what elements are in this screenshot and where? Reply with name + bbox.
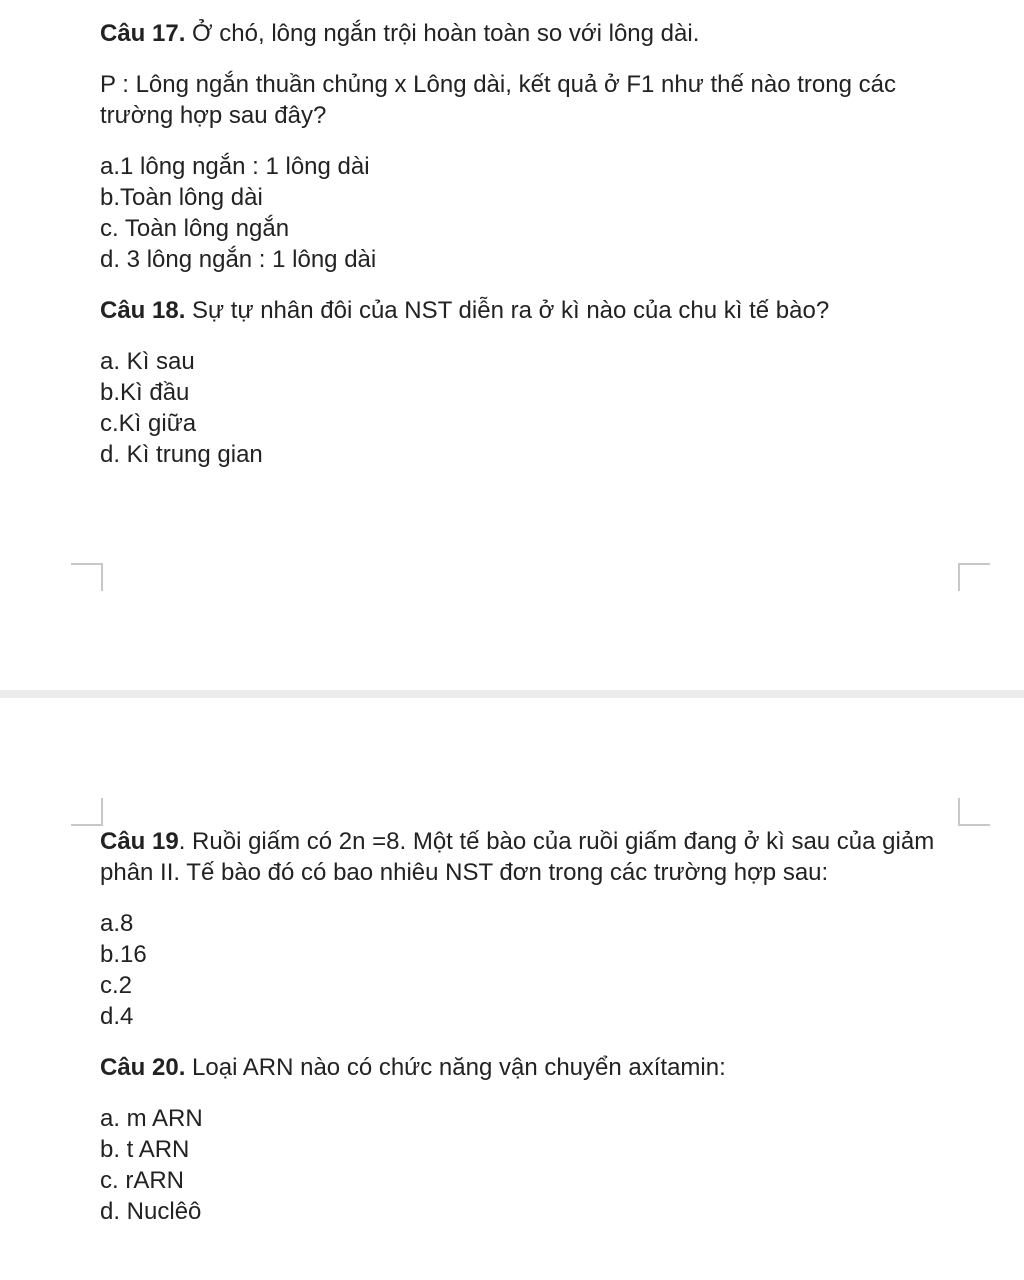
question-19-option-b: b.16: [100, 941, 147, 968]
page-1-bottom-right-margin-mark: [958, 563, 990, 591]
question-20-option-b: b. t ARN: [100, 1136, 190, 1163]
question-18-text: Sự tự nhân đôi của NST diễn ra ở kì nào của chu kì tế bào?: [185, 297, 830, 324]
question-17-label: Câu 17.: [100, 20, 186, 47]
question-17-option-b: b.Toàn lông dài: [100, 184, 263, 211]
question-20-option-d: d. Nuclêô: [100, 1198, 202, 1225]
page-1-bottom-left-margin-mark: [71, 563, 103, 591]
question-20-option-a: a. m ARN: [100, 1105, 203, 1132]
question-18-option-c: c.Kì giữa: [100, 410, 197, 437]
page-1-content: [100, 18, 950, 490]
question-17-option-d: d. 3 lông ngắn : 1 lông dài: [100, 246, 377, 273]
question-20-label: Câu 20.: [100, 1054, 186, 1081]
question-17: [100, 18, 950, 49]
question-19-label: Câu 19: [100, 828, 179, 855]
question-18: [100, 295, 950, 326]
question-20-option-c: c. rARN: [100, 1167, 184, 1194]
question-19-option-a: a.8: [100, 910, 134, 937]
question-17-option-c: c. Toàn lông ngắn: [100, 215, 290, 242]
question-20: [100, 1052, 950, 1083]
question-19-option-c: c.2: [100, 972, 133, 999]
page-2-top-right-margin-mark: [958, 798, 990, 826]
question-18-option-a: a. Kì sau: [100, 348, 195, 375]
question-17-options: [100, 151, 950, 275]
document-page-2: [0, 698, 1024, 1280]
question-18-option-b: b.Kì đầu: [100, 379, 190, 406]
question-19-options: [100, 908, 950, 1032]
question-17-text: Ở chó, lông ngắn trội hoàn toàn so với lông dài.: [185, 20, 700, 47]
page-2-content: [100, 826, 950, 1247]
question-17-premise: P : Lông ngắn thuần chủng x Lông dài, kết quả ở F1 như thế nào trong các trường hợp sau đây?: [100, 71, 896, 129]
question-20-options: [100, 1103, 950, 1227]
question-18-label: Câu 18.: [100, 297, 186, 324]
page-separator: [0, 690, 1024, 698]
question-19-text: . Ruồi giấm có 2n =8. Một tế bào của ruồi giấm đang ở kì sau của giảm phân II. Tế bào đó có bao nhiêu NST đơn trong các trường hợp sau:: [100, 828, 935, 886]
question-20-text: Loại ARN nào có chức năng vận chuyển axítamin:: [185, 1054, 726, 1081]
question-19-option-d: d.4: [100, 1003, 134, 1030]
question-17-option-a: a.1 lông ngắn : 1 lông dài: [100, 153, 370, 180]
page-2-top-left-margin-mark: [71, 798, 103, 826]
question-18-option-d: d. Kì trung gian: [100, 441, 263, 468]
question-18-options: [100, 346, 950, 470]
question-19: [100, 826, 950, 888]
